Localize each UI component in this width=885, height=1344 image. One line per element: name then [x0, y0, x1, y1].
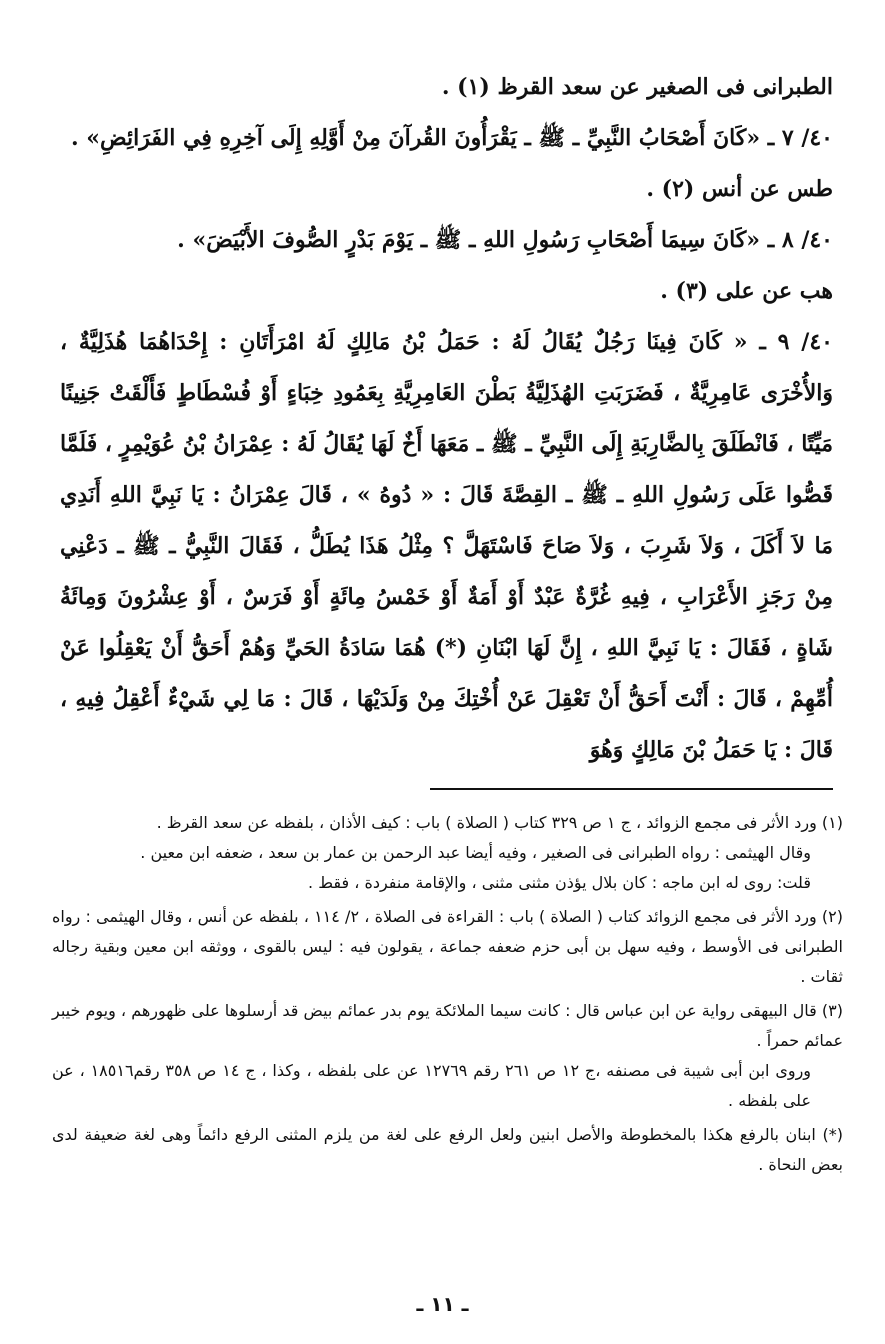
footnote-star	[52, 1120, 843, 1180]
hadith-paragraph: ٤٠/ ٨ ـ «كَانَ سِيمَا أَصْحَابِ رَسُولِ اللهِ ـ ﷺ ـ يَوْمَ بَدْرٍ الصُّوفَ الأَبْيَضَ» .	[177, 227, 833, 253]
footnote-line: وروى ابن أبى شيبة فى مصنفه ،ج ١٢ ص ٢٦١ رقم ١٢٧٦٩ عن على بلفظه ، وكذا ، ج ١٤ ص ٣٥٨ رقم١٨٥١٦ ، عن على بلفظه .	[52, 1061, 812, 1110]
footnote-3	[52, 996, 843, 1116]
footnote-line: (٢) ورد الأثر فى مجمع الزوائد كتاب ( الصلاة ) باب : القراءة فى الصلاة ، ٢/ ١١٤ ، بلفظه عن أنس ، وقال الهيثمى : رواه الطبرانى فى الأوسط ، وفيه سهل بن أبى حزم ضعفه جماعة ، يقولون فيه : ليس بالقوى ، ووثقه ابن معين وبقية رجاله ثقات .	[52, 907, 843, 986]
footnote-line: (١) ورد الأثر فى مجمع الزوائد ، ج ١ ص ٣٢٩ كتاب ( الصلاة ) باب : كيف الأذان ، بلفظه عن سعد القرظ .	[156, 813, 843, 832]
hadith-paragraph: ٤٠/ ٧ ـ «كَانَ أَصْحَابُ النَّبِيِّ ـ ﷺ ـ يَقْرَأُونَ القُرآنَ مِنْ أَوَّلِهِ إِلَى آخِرِهِ فِي الفَرَائِضِ» .	[70, 125, 833, 151]
source-line: الطبرانى فى الصغير عن سعد القرظ (١) .	[441, 74, 833, 100]
hadith-paragraph: ٤٠/ ٩ ـ « كَانَ فِينَا رَجُلٌ يُقَالُ لَهُ : حَمَلُ بْنُ مَالِكٍ لَهُ امْرَأَتَانِ : إِحْدَاهُمَا هُذَلِيَّةٌ ، وَالأُخْرَى عَامِرِيَّةٌ ، فَضَرَبَتِ الهُذَلِيَّةُ بَطْنَ العَامِرِيَّةِ بِعَمُودِ خِبَاءٍ أَوْ فُسْطَاطٍ فَأَلْقَتْ جَنِينًا مَيِّتًا ، فَانْطَلَقَ بِالضَّارِبَةِ إِلَى النَّبِيِّ ـ ﷺ ـ مَعَهَا أَخٌ لَهَا يُقَالُ لَهُ : عِمْرَانُ بْنُ عُوَيْمِرٍ ، فَلَمَّا قَصُّوا عَلَى رَسُولِ اللهِ ـ ﷺ ـ القِصَّةَ قَالَ : « دُوهُ » ، قَالَ عِمْرَانُ : يَا نَبِيَّ اللهِ أَنَدِي مَا لاَ أَكَلَ ، وَلاَ شَرِبَ ، وَلاَ صَاحَ فَاسْتَهَلَّ ؟ مِثْلُ هَذَا يُطَلُّ ، فَقَالَ النَّبِيُّ ـ ﷺ ـ دَعْنِي مِنْ رَجَزِ الأَعْرَابِ ، فِيهِ غُرَّةٌ عَبْدٌ أَوْ أَمَةٌ أَوْ خَمْسُ مِائَةٍ أَوْ فَرَسٌ ، أَوْ عِشْرُونَ وَمِائَةُ شَاةٍ ، فَقَالَ : يَا نَبِيَّ اللهِ ، إِنَّ لَهَا ابْنَانِ (*) هُمَا سَادَةُ الحَيِّ وَهُمْ أَحَقُّ أَنْ يَعْقِلُوا عَنْ أُمِّهِمْ ، قَالَ : أَنْتَ أَحَقُّ أَنْ تَعْقِلَ عَنْ أُخْتِكَ مِنْ وَلَدَيْهَا ، قَالَ : مَا لِي شَيْءٌ أَعْقِلُ فِيهِ ، قَالَ : يَا حَمَلُ بْنَ مَالِكٍ وَهُوَ	[60, 329, 833, 763]
footnote-line: (٣) قال البيهقى رواية عن ابن عباس قال : كانت سيما الملائكة يوم بدر عمائم بيض قد أرسلوها على ظهورهم ، ويوم خيبر عمائم حمراً .	[52, 1001, 843, 1050]
footnote-1	[52, 808, 843, 898]
footnote-line: قلت: روى له ابن ماجه : كان بلال يؤذن مثنى مثنى ، والإقامة منفردة ، فقط .	[308, 873, 811, 892]
source-line: هب عن على (٣) .	[660, 278, 833, 304]
footnote-2	[52, 902, 843, 992]
main-text	[60, 62, 833, 776]
footnote-line: وقال الهيثمى : رواه الطبرانى فى الصغير ، وفيه أيضا عبد الرحمن بن عمار بن سعد ، ضعفه ابن معين .	[140, 843, 811, 862]
page-number: ـ ١١ ـ	[416, 1292, 469, 1316]
footnote-divider	[430, 788, 833, 790]
footnotes	[52, 808, 843, 1184]
source-line: طس عن أنس (٢) .	[646, 176, 833, 202]
footnote-line: (*) ابنان بالرفع هكذا بالمخطوطة والأصل ابنين ولعل الرفع على لغة من يلزم المثنى الرفع دائماً وهى لغة ضعيفة لدى بعض النحاة .	[52, 1125, 843, 1174]
